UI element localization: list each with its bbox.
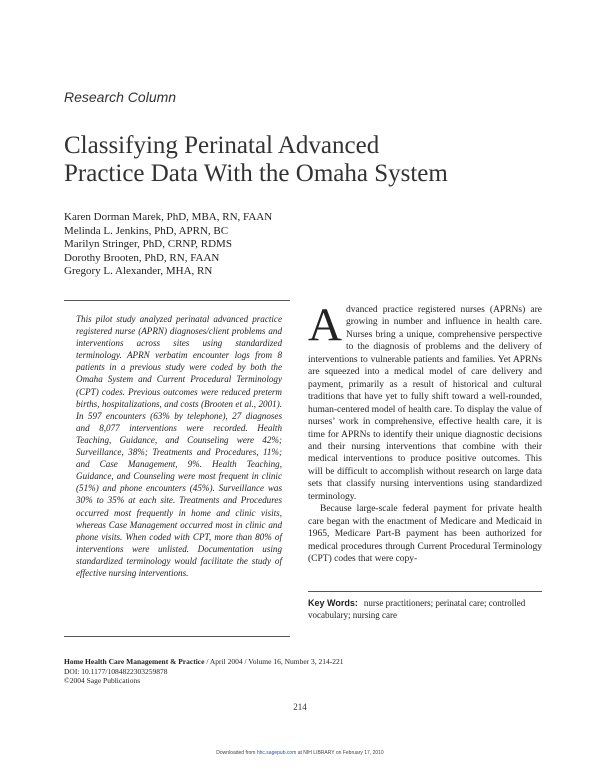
drop-cap: A [308,299,342,351]
body-paragraph-1: dvanced practice registered nurses (APRNs) are growing in number and influence in health care. Nurses bring a unique, comprehensive perspective to the diagnosis of problems and the delivery of interventions to vulnerable patients and families. Yet APRNs are squeezed into a medical model of care delivery and payment, primarily as a result of historical and cultural traditions that have yet to fully shift toward a well-rounded, human-centered model of health care. To display the value of nurses’ work in comprehensive, effective health care, it is time for APRNs to identify their unique diagnostic decisions and their nursing interventions that combine with their medical interventions to produce positive outcomes. This will be difficult to accomplish without research on large data sets that classify nursing interventions using standardized terminology. [308,305,542,502]
keywords-text: nurse practitioners; perinatal care; controlled vocabulary; nursing care [308,598,526,620]
keywords-rule [308,591,542,592]
journal-details: / April 2004 / Volume 16, Number 3, 214-221 [204,657,344,666]
abstract-bottom-rule [64,636,290,637]
journal-info [64,657,344,686]
abstract: This pilot study analyzed perinatal advanced practice registered nurse (APRN) diagnoses/client problems and interventions across sites using standardized terminology. APRN verbatim encounter logs from 8 patients in a previous study were coded by both the Omaha System and Current Procedural Terminology (CPT) codes. Previous outcomes were reduced preterm births, hospitalizations, and costs (Brooten et al., 2001). In 597 encounters (63% by telephone), 27 diagnoses and 8,077 interventions were recorded. Health Teaching, Guidance, and Counseling were 42%; Surveillance, 38%; Treatments and Procedures, 11%; and Case Management, 9%. Health Teaching, Guidance, and Counseling were most frequent in clinic (51%) and phone encounters (45%). Surveillance was 30% to 35% at each site. Treatments and Procedures occurred most frequently in home and clinic visits, whereas Case Management occurred most in clinic and phone visits. When coded with CPT, more than 80% of interventions were unlisted. Documentation using standardized terminology would facilitate the study of effective nursing interventions. [76,314,282,578]
download-prefix: Downloaded from [216,750,256,756]
author: Gregory L. Alexander, MHA, RN [64,265,213,277]
download-footer [0,750,600,756]
author-list [64,211,272,279]
journal-doi: DOI: 10.1177/1084822303259878 [64,666,168,676]
journal-copyright: ©2004 Sage Publications [64,676,141,685]
body-paragraph-2: Because large-scale federal payment for private health care began with the enactment of Medicare and Medicaid in 1965, Medicare Part-B payment has been authorized for medical procedures through Current Procedural Terminology (CPT) codes that were copy- [308,504,542,565]
download-link[interactable]: hhc.sagepub.com [256,750,297,756]
author: Dorothy Brooten, PhD, RN, FAAN [64,251,220,264]
keywords [308,597,542,621]
keywords-label: Key Words: [308,598,358,608]
download-suffix: at NIH LIBRARY on February 17, 2010 [297,750,384,756]
section-label: Research Column [64,89,177,105]
author: Melinda L. Jenkins, PhD, APRN, BC [64,224,229,237]
title-line-1: Classifying Perinatal Advanced [64,132,380,159]
author: Marilyn Stringer, PhD, CRNP, RDMS [64,238,232,250]
journal-name: Home Health Care Management & Practice [64,657,205,666]
article-title [64,132,534,188]
body-text [308,299,542,566]
page-number: 214 [293,702,307,712]
abstract-top-rule [64,300,290,301]
title-line-2: Practice Data With the Omaha System [64,160,448,187]
author: Karen Dorman Marek, PhD, MBA, RN, FAAN [64,211,273,223]
